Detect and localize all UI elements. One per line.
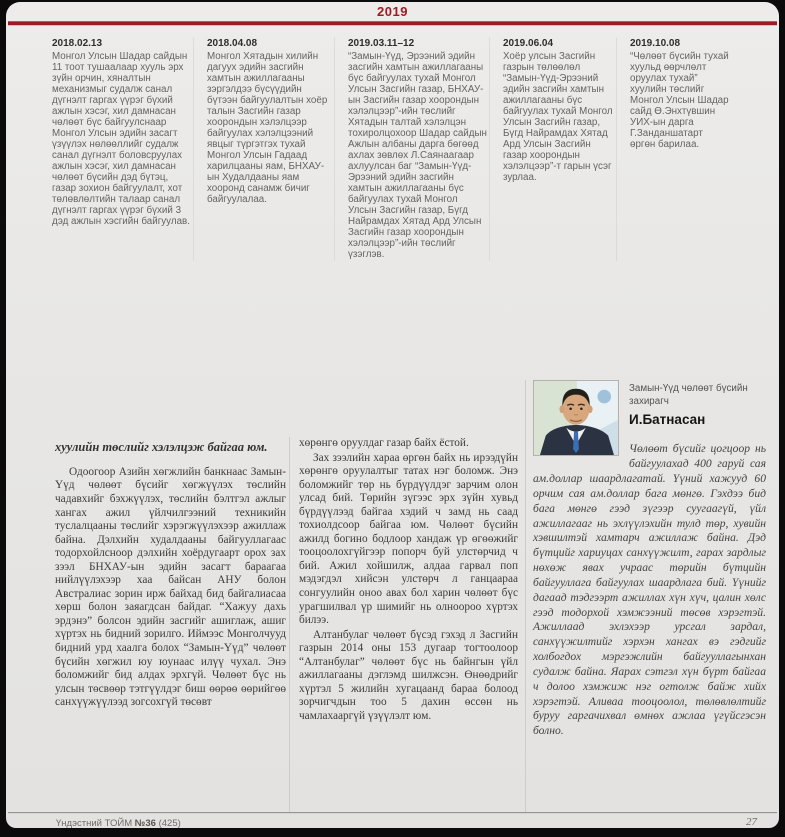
footer-rule <box>8 812 777 813</box>
page-number: 27 <box>746 816 757 828</box>
timeline-entry-text: Монгол Хятадын хилийн дагуух эдийн засгийн хамтын ажиллагааны зэргэлдээ бүсүүдийн бүтээн байгуулалтын хоёр талын Засгийн газар хоорондын хэлэлцээр байгуулах хэлэлцээний явцыг түргэтгэх тухай Монгол Улсын Гадаад харилцааны яам, БНХАУ-ын Худалдааны яам хооронд санамж бичиг байгуулалаа. <box>207 51 328 205</box>
timeline-entry <box>52 38 192 261</box>
timeline-year-heading: 2019 <box>377 4 408 19</box>
timeline-entry-date: 2018.04.08 <box>207 38 258 49</box>
sidebar-caption-name: И.Батнасан <box>629 412 706 428</box>
article-column-2 <box>292 437 518 723</box>
red-divider-rule <box>8 22 777 25</box>
timeline-entry <box>489 38 615 261</box>
timeline-entry-text: Хоёр улсын Засгийн газрын төлөөлөл “Замын-Үүд-Эрээний эдийн засгийн хамтын ажиллагааны бүс байгуулах тухай Монгол Улсын Засгийн газар, Бүгд Найрамдах Хятад Ард Улсын Засгийн газар хоорондын хэлэлцээр”-т гарын үсэг зурлаа. <box>503 51 613 183</box>
article-column-1 <box>55 439 286 710</box>
timeline-entry-text: “Замын-Үүд, Эрээний эдийн засгийн хамтын ажиллагааны бүс байгуулах тухай Монгол Улсын Засгийн газар, БНХАУ-ын Засгийн газар хоорондын хэлэлцээр”-ийн төслийг Хятадын талтай хэлэлцэн тохиролцохоор Шадар сайдын Ажлын албаны дарга бөгөөд ахлах зөвлөх Л.Саянаагаар ахлуулсан баг “Замын-Үүд-Эрээний эдийн засгийн хамтын ажиллагааны бүс байгуулах тухай Монгол Улсын Засгийн газар, Бүгд Найрамдах Хятад Ард Улсын Засгийн газар хоорондын хэлэлцээр”-ийн төслийг үзэглэв. <box>348 51 487 260</box>
column-divider <box>289 437 290 812</box>
timeline-entry <box>193 38 333 261</box>
issue-number: №36 <box>134 818 156 828</box>
timeline-entry-date: 2019.10.08 <box>630 38 681 49</box>
issue-total: (425) <box>158 818 181 828</box>
article-paragraph: Одоогоор Азийн хөгжлийн банкнаас Замын-Үүд чөлөөт бүсийг хөгжүүлэх төслийн чадавхийг бэхжүүлэх, төслийн бэлтгэл ажлыг хангах ажил үйлчилгээний техникийн туслалцааны төслийг хэрэгжүүлэхээр ажиллаж байна. Дэлхийн худалдааны байгууллагаас тодорхойлсноор дэлхийн хоёрдугаарт орох зах зээл БНХАУ-ын эдийн засагт бараагаа нийлүүлэхээр хаа байсан АНУ болон Австралиас зорин ирж байхад бид байгалиасаа хөрш болон заяагдсан байдаг. “Хажуу дахь эрдэнэ” болсон эдийн засгийг ашиглаж, ашиг хүртэх нь бидний зорилго. Иймээс Монголчууд бидний урд хаалга болох “Замын-Үүд” чөлөөт бүсийн хөгжил юу юунаас илүү чухал. Энэ боломжийг бид алдах эрхгүй. Чөлөөт бүс нь улсын төсвөөр тэтгүүлдэг биш өөрөө өөрийгөө санхүүжүүлээд зогсохгүй төсөвт <box>55 465 286 709</box>
interview-sidebar <box>533 380 766 739</box>
timeline-entry-text: “Чөлөөт бүсийн тухай хуульд өөрчлөлт оруулах тухай” хуулийн төслийг Монгол Улсын Шадар сайд Ө.Энхтүвшин УИХ-ын дарга Г.Занданшатарт өргөн барилаа. <box>630 51 729 150</box>
sidebar-caption-role: Замын-Үүд чөлөөт бүсийн захирагч <box>629 383 748 407</box>
journal-name: Үндэстний ТОЙМ <box>56 818 133 828</box>
timeline-entry-date: 2019.03.11–12 <box>348 38 415 49</box>
portrait-photo <box>533 380 619 456</box>
portrait-photo-graphic <box>534 381 618 455</box>
article-lead-continuation: хуулийн төслийг хэлэлцэж байгаа юм. <box>55 440 268 454</box>
article-paragraph: хөрөнгө оруулдаг газар байх ёстой. <box>299 437 469 449</box>
timeline-entry <box>616 38 729 261</box>
timeline-entry-text: Монгол Улсын Шадар сайдын 11 тоот тушаалаар хууль эрх зүйн орчин, хяналтын механизмыг судалж санал дүгнэлт гаргах үүрэг бүхий ажлын хэсэг, хил дамнасан чөлөөт бүс байгуулснаар Монгол Улсын эдийн засагт үзүүлэх нөлөөллийг судалж санал дүгнэлт боловсруулах ажлын хэсэг, хил дамнасан чөлөөт бүсийн дэд бүтэц, газар зохион байгуулалт, хот төлөвлөлтийн талаар санал дүгнэлт гаргах үүрэг бүхий 3 дэд ажлын хэсгийн байгуулав. <box>52 51 190 227</box>
timeline-section <box>52 38 771 261</box>
footer-journal-info <box>56 818 181 828</box>
timeline-entry-date: 2018.02.13 <box>52 38 103 49</box>
article-paragraph: Зах зээлийн хараа өргөн байх нь ирээдүйн хөрөнгө оруулалтыг татах нэг боломж. Энэ боломжийг төр нь бүрдүүлдэг зарчим олон улсад бий. Төрийн зүгээс эрх зүйн хувьд бүрдүүлээд байгаа хэдий ч замд нь саад тохиолдсоор байгаа юм. Чөлөөт бүсийн ажилд богино бодлоор хандаж үр өгөөжийг тооцоолохгүйгээр попорч буй улстөрчид ч бий. Ажил хойшилж, алдаа гарвал поп мэдэгдэл хийсэн улстөрч л ганцаараа сонгуулийн оноо авах бол харин чөлөөт бүс урагшилвал үр шимийг нь олноороо хүртэх билээ. <box>299 451 518 627</box>
column-divider <box>525 380 526 812</box>
article-paragraph: Алтанбулаг чөлөөт бүсэд гэхэд л Засгийн газрын 2014 оны 153 дугаар тогтоолоор “Алтанбулаг” чөлөөт бүс нь байнгын үйл ажиллагааны дэглэмд шилжсэн. Өнөөдрийг хүртэл 5 жилийн хугацаанд бараа болоод зорчигчдын тоо 5 дахин өссөн нь чамлахааргүй үзүүлэлт юм. <box>299 628 518 722</box>
timeline-entry-date: 2019.06.04 <box>503 38 554 49</box>
magazine-page <box>6 2 779 828</box>
timeline-entry <box>334 38 488 261</box>
sidebar-quote-text: Чөлөөт бүсийг цогцоор нь байгуулахад 400 гаруй сая ам.доллар шаардлагатай. Үүний хажууд 60 орчим сая ам.доллар бага мөнгө. Гэхдээ бид бага мөнгө гээд зүгээр суугаагүй, үйл ажиллагааг нь эхлүүлэхийн тулд төр, хувийн хэвшилтэй хамтарч ажиллаж байна. Дэд бүтцийг хариуцах санхүүжилт, гарах зардлыг нөхөж явах учраас төрийн бүтцийн байгууллага байгуулах шаардлага бий. Үүнийг дагаад тэдгээрт ажиллах хүн хүч, цалин хөлс гээд тодорхой хэмжээний төсөв хэрэгтэй. Ажиллаад эхлэхээр урсгал зардал, санхүүжилтийг хэрхэн хангах вэ гэдгийг холбогдох мэргэжлийн байгууллагынхан судалж байна. Яарах сэтгэл хүн бүрт байгаа ч долоо хэмжиж нэг огтолж байж хийх хэрэгтэй. Аливаа тооцоолол, төлөвлөлтийг буруу гаргачихвал өмнөх ажлаа үгүйсгэсэн болно. <box>533 442 766 738</box>
